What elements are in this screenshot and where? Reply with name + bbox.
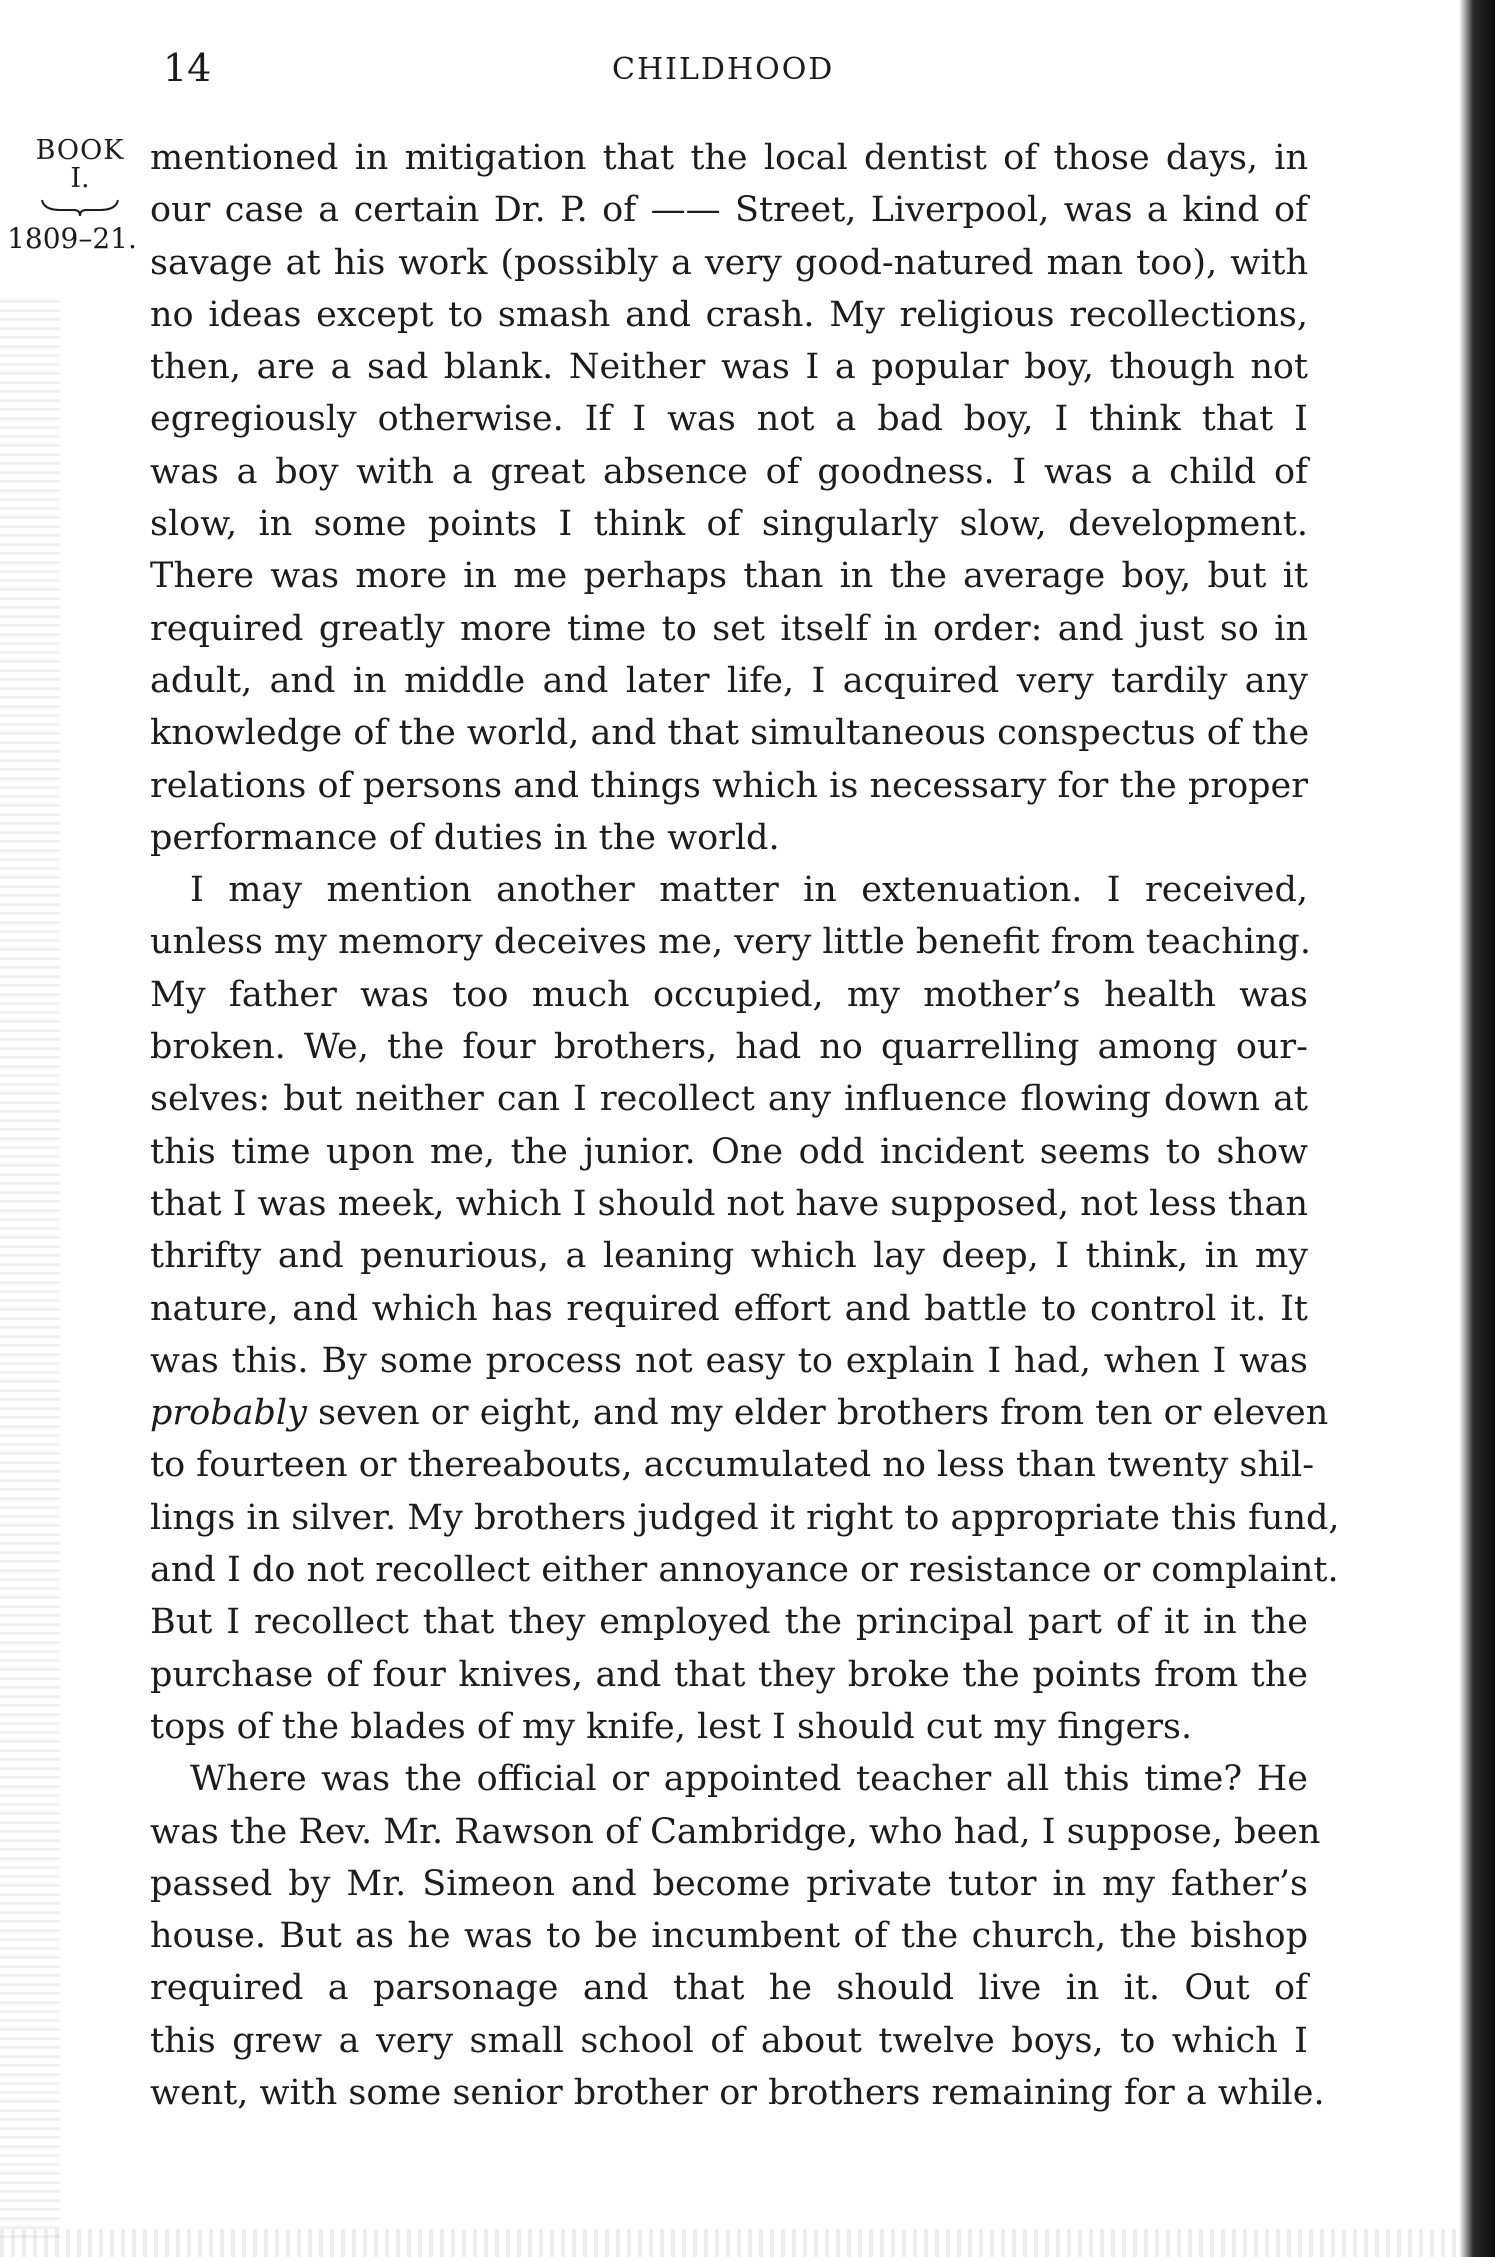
- text-line: required a parsonage and that he should live in it. Out of: [150, 1968, 1308, 2009]
- text-line: adult, and in middle and later life, I acquired very tardily any: [150, 660, 1308, 701]
- text-line: Where was the official or appointed teacher all this time? He: [190, 1759, 1308, 1800]
- text-line: relations of persons and things which is necessary for the proper: [150, 765, 1308, 806]
- running-title: CHILDHOOD: [612, 52, 835, 87]
- margin-years: 1809–21.: [7, 222, 137, 255]
- text-line: to fourteen or thereabouts, accumulated no less than twenty shil-: [150, 1445, 1315, 1486]
- text-line: savage at his work (possibly a very good-natured man too), with: [150, 242, 1308, 283]
- margin-book-number: I.: [70, 163, 90, 194]
- italic-word: probably: [150, 1393, 307, 1434]
- text-line: egregiously otherwise. If I was not a bad boy, I think that I: [150, 399, 1308, 440]
- page-binding-edge: [1459, 0, 1495, 2257]
- text-line: and I do not recollect either annoyance or resistance or complaint.: [150, 1550, 1339, 1591]
- text-line: required greatly more time to set itself in order: and just so in: [150, 608, 1308, 649]
- margin-book-label: BOOK: [35, 135, 125, 166]
- text-line: knowledge of the world, and that simultaneous conspectus of the: [150, 713, 1310, 754]
- text-line: passed by Mr. Simeon and become private tutor in my father’s: [150, 1863, 1308, 1904]
- text-line: was this. By some process not easy to explain I had, when I was: [150, 1340, 1308, 1381]
- text-line: performance of duties in the world.: [150, 817, 780, 858]
- text-line: lings in silver. My brothers judged it right to appropriate this fund,: [150, 1497, 1340, 1538]
- text-line: this grew a very small school of about twelve boys, to which I: [150, 2020, 1308, 2061]
- text-line: I may mention another matter in extenuation. I received,: [190, 870, 1308, 911]
- text-line: then, are a sad blank. Neither was I a popular boy, though not: [150, 347, 1308, 388]
- text-line: that I was meek, which I should not have supposed, not less than: [150, 1183, 1308, 1224]
- text-line: [150, 1387, 1329, 1439]
- page-number: 14: [163, 46, 212, 90]
- margin-brace-mark: [40, 196, 120, 218]
- body-text: [150, 132, 1340, 2119]
- text-line: was a boy with a great absence of goodness. I was a child of: [150, 451, 1308, 492]
- page-edge-speckle-left: [0, 300, 60, 2240]
- text-line: no ideas except to smash and crash. My religious recollections,: [150, 294, 1308, 335]
- text-line: broken. We, the four brothers, had no quarrelling among our-: [150, 1027, 1308, 1068]
- paragraph-2: [150, 864, 1340, 1753]
- text-line: But I recollect that they employed the principal part of it in the: [150, 1602, 1308, 1643]
- text-line: this time upon me, the junior. One odd incident seems to show: [150, 1131, 1308, 1172]
- text-line: purchase of four knives, and that they broke the points from the: [150, 1654, 1308, 1695]
- text-line: mentioned in mitigation that the local dentist of those days, in: [150, 138, 1308, 178]
- text-line: was the Rev. Mr. Rawson of Cambridge, who had, I suppose, been: [150, 1811, 1321, 1852]
- text-line: selves: but neither can I recollect any influence flowing down at: [150, 1079, 1308, 1120]
- text-line: tops of the blades of my knife, lest I should cut my fingers.: [150, 1706, 1193, 1747]
- text-line: our case a certain Dr. P. of —— Street, Liverpool, was a kind of: [150, 190, 1308, 231]
- text-line: There was more in me perhaps than in the average boy, but it: [150, 556, 1308, 597]
- text-line: nature, and which has required effort and battle to control it. It: [150, 1288, 1308, 1329]
- text-line: thrifty and penurious, a leaning which lay deep, I think, in my: [150, 1236, 1308, 1277]
- page-edge-speckle-bottom: [0, 2229, 1460, 2257]
- text-line: house. But as he was to be incumbent of the church, the bishop: [150, 1916, 1308, 1957]
- paragraph-1: [150, 132, 1308, 864]
- text-line-rest: seven or eight, and my elder brothers from ten or eleven: [306, 1393, 1329, 1434]
- margin-note: [7, 134, 150, 256]
- text-line: went, with some senior brother or brothers remaining for a while.: [150, 2072, 1325, 2113]
- text-line: unless my memory deceives me, very little benefit from teaching.: [150, 922, 1311, 963]
- text-line: My father was too much occupied, my mother’s health was: [150, 974, 1308, 1015]
- paragraph-3: [150, 1753, 1325, 2119]
- text-line: slow, in some points I think of singularly slow, development.: [150, 504, 1308, 545]
